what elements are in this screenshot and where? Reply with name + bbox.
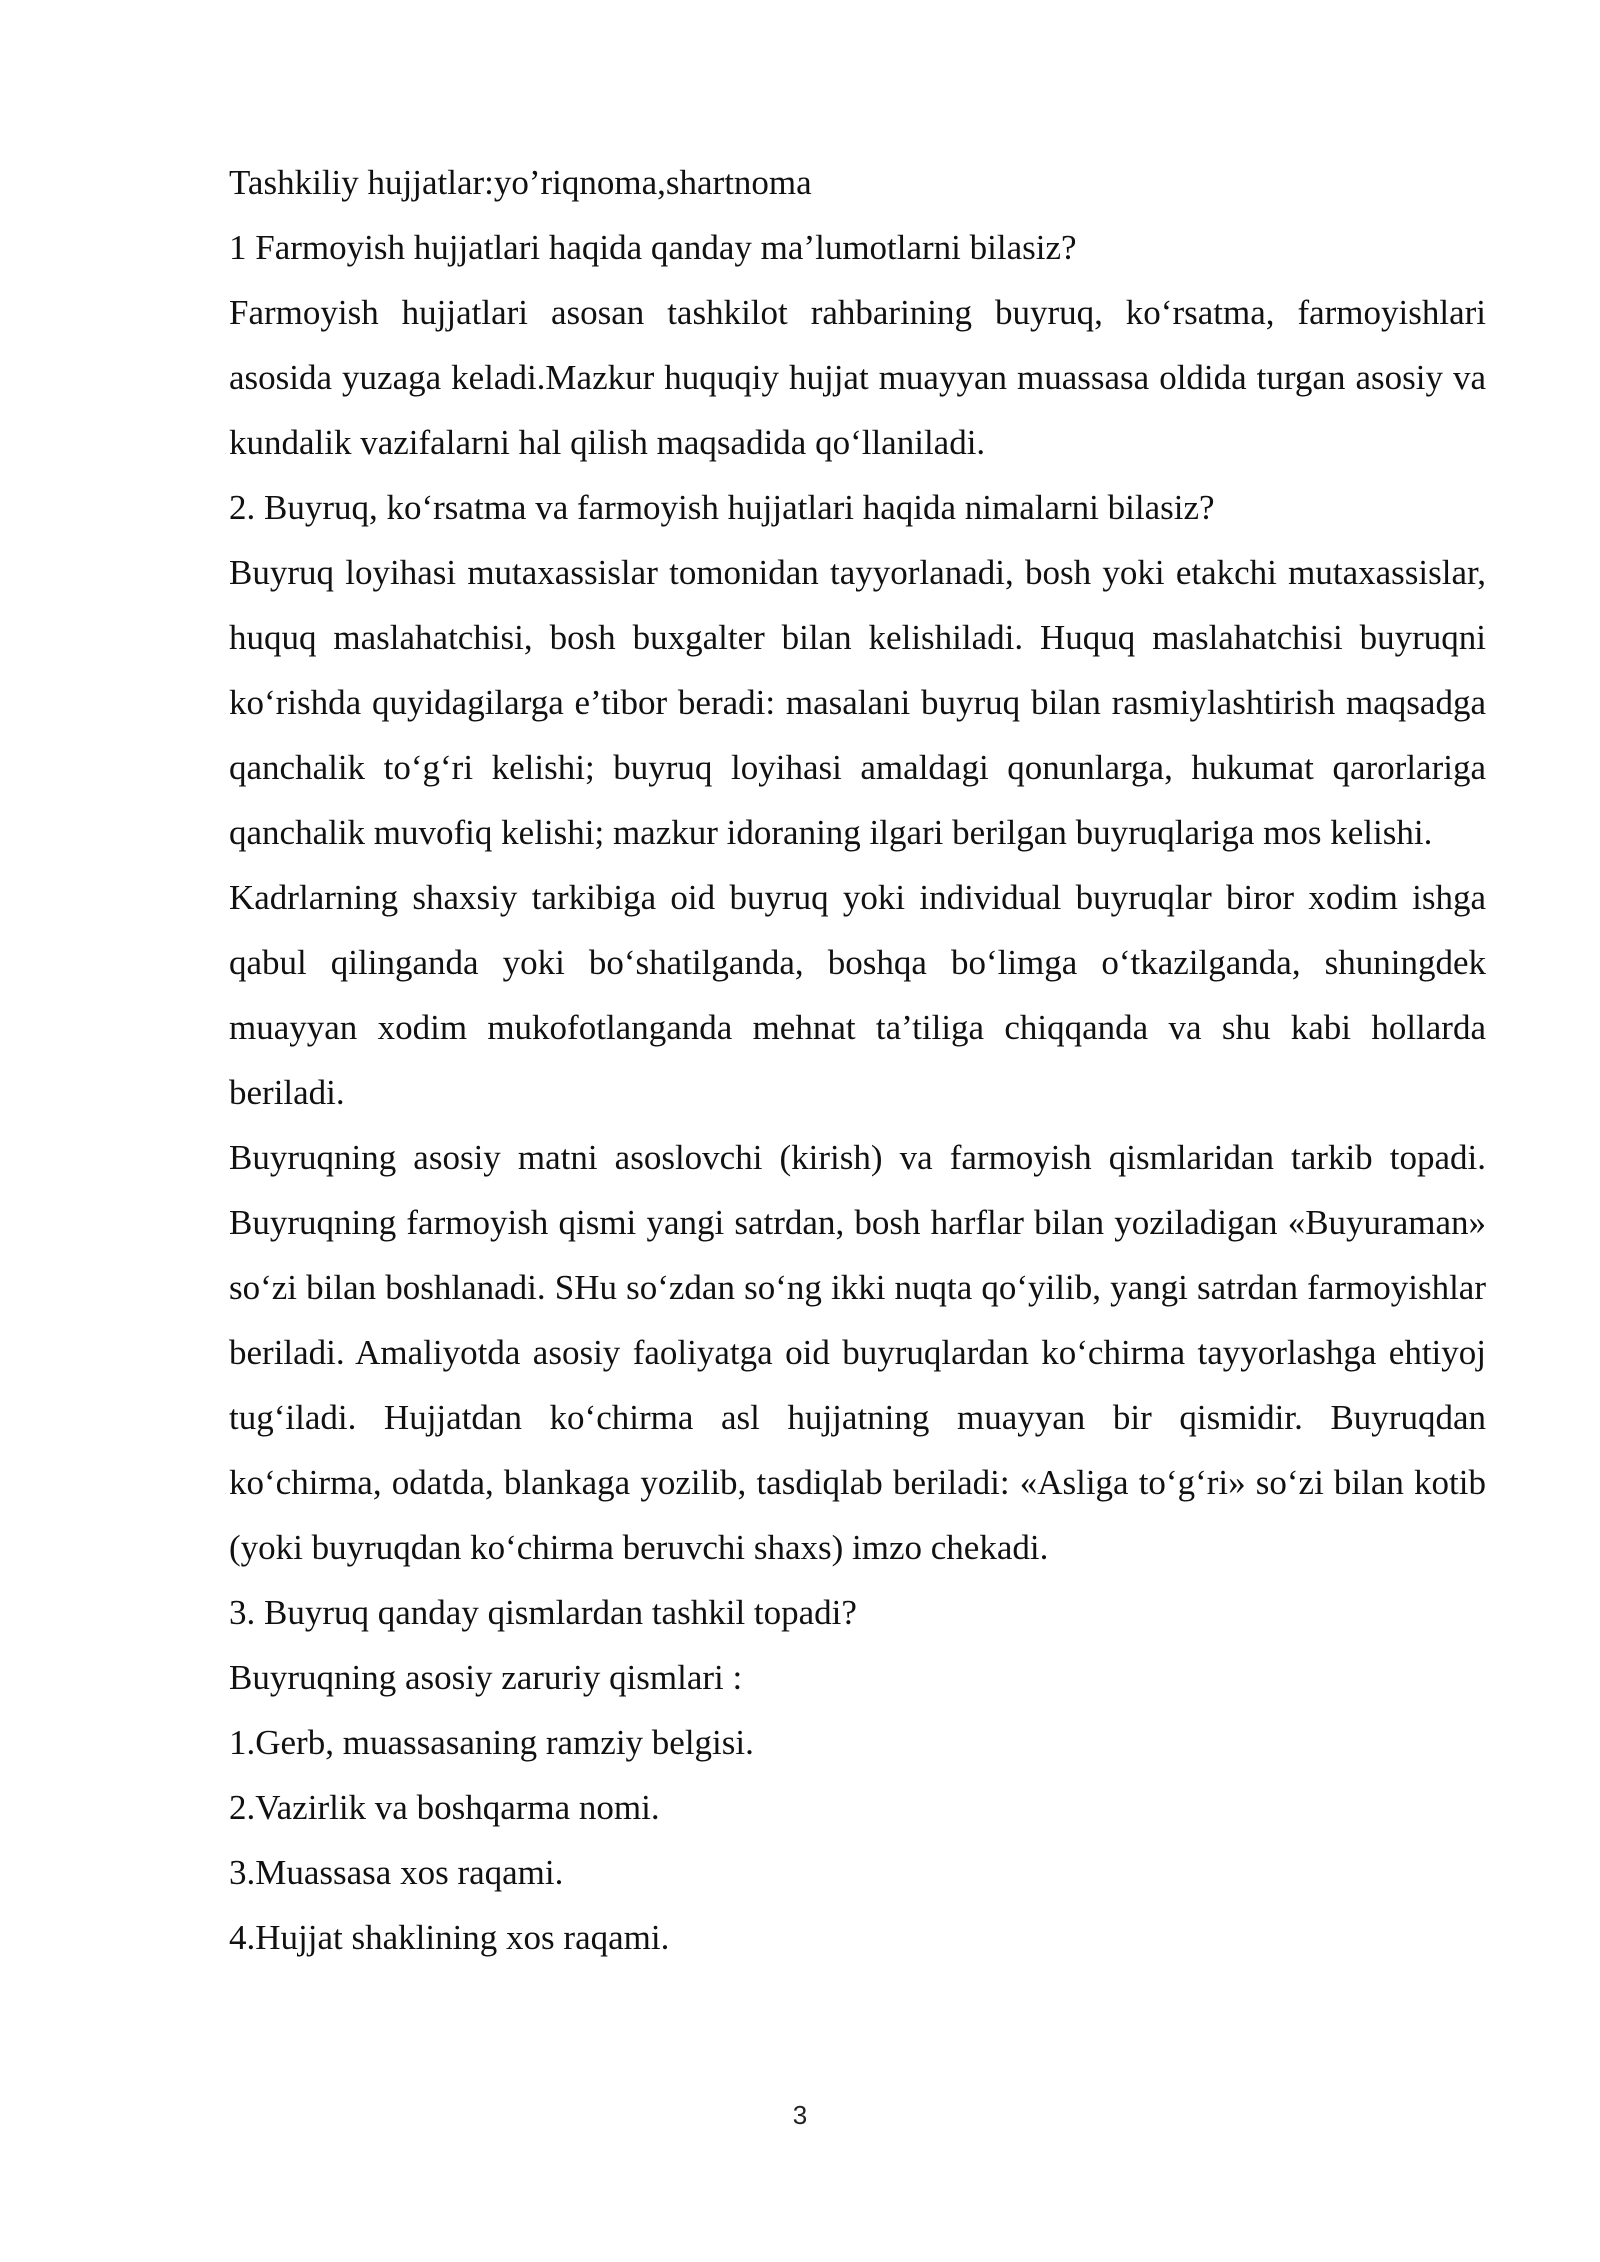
document-body <box>229 150 1486 1970</box>
question-3: 3. Buyruq qanday qismlardan tashkil topadi? <box>229 1593 857 1632</box>
question-1: 1 Farmoyish hujjatlari haqida qanday ma’lumotlarni bilasiz? <box>229 228 1077 267</box>
answer-2-paragraph-3: Buyruqning asosiy matni asoslovchi (kirish) va farmoyish qismlaridan tarkib topadi. Buyruqning farmoyish qismi yangi satrdan, bosh harflar bilan yoziladigan «Buyuraman» so‘zi bilan boshlanadi. SHu so‘zdan so‘ng ikki nuqta qo‘yilib, yangi satrdan farmoyishlar beriladi. Amaliyotda asosiy faoliyatga oid buyruqlardan ko‘chirma tayyorlashga ehtiyoj tug‘iladi. Hujjatdan ko‘chirma asl hujjatning muayyan bir qismidir. Buyruqdan ko‘chirma, odatda, blankaga yozilib, tasdiqlab beriladi: «Asliga to‘g‘ri» so‘zi bilan kotib (yoki buyruqdan ko‘chirma beruvchi shaxs) imzo chekadi. <box>229 1138 1486 1567</box>
question-2: 2. Buyruq, ko‘rsatma va farmoyish hujjatlari haqida nimalarni bilasiz? <box>229 488 1215 527</box>
page-number: 3 <box>792 2100 808 2130</box>
answer-3-intro: Buyruqning asosiy zaruriy qismlari : <box>229 1658 743 1697</box>
answer-1-paragraph: Farmoyish hujjatlari asosan tashkilot rahbarining buyruq, ko‘rsatma, farmoyishlari asosida yuzaga keladi.Mazkur huquqiy hujjat muayyan muassasa oldida turgan asosiy va kundalik vazifalarni hal qilish maqsadida qo‘llaniladi. <box>229 293 1486 462</box>
list-item: 4.Hujjat shaklining xos raqami. <box>229 1918 670 1957</box>
list-item: 2.Vazirlik va boshqarma nomi. <box>229 1788 660 1827</box>
list-item: 3.Muassasa xos raqami. <box>229 1853 564 1892</box>
list-item: 1.Gerb, muassasaning ramziy belgisi. <box>229 1723 754 1762</box>
answer-2-paragraph-2: Kadrlarning shaxsiy tarkibiga oid buyruq yoki individual buyruqlar biror xodim ishga qabul qilinganda yoki bo‘shatilganda, boshqa bo‘limga o‘tkazilganda, shuningdek muayyan xodim mukofotlanganda mehnat ta’tiliga chiqqanda va shu kabi hollarda beriladi. <box>229 878 1486 1112</box>
section-heading: Tashkiliy hujjatlar:yo’riqnoma,shartnoma <box>229 163 812 202</box>
answer-2-paragraph-1: Buyruq loyihasi mutaxassislar tomonidan tayyorlanadi, bosh yoki etakchi mutaxassislar, huquq maslahatchisi, bosh buxgalter bilan kelishiladi. Huquq maslahatchisi buyruqni ko‘rishda quyidagilarga e’tibor beradi: masalani buyruq bilan rasmiylashtirish maqsadga qanchalik to‘g‘ri kelishi; buyruq loyihasi amaldagi qonunlarga, hukumat qarorlariga qanchalik muvofiq kelishi; mazkur idoraning ilgari berilgan buyruqlariga mos kelishi. <box>229 553 1486 852</box>
